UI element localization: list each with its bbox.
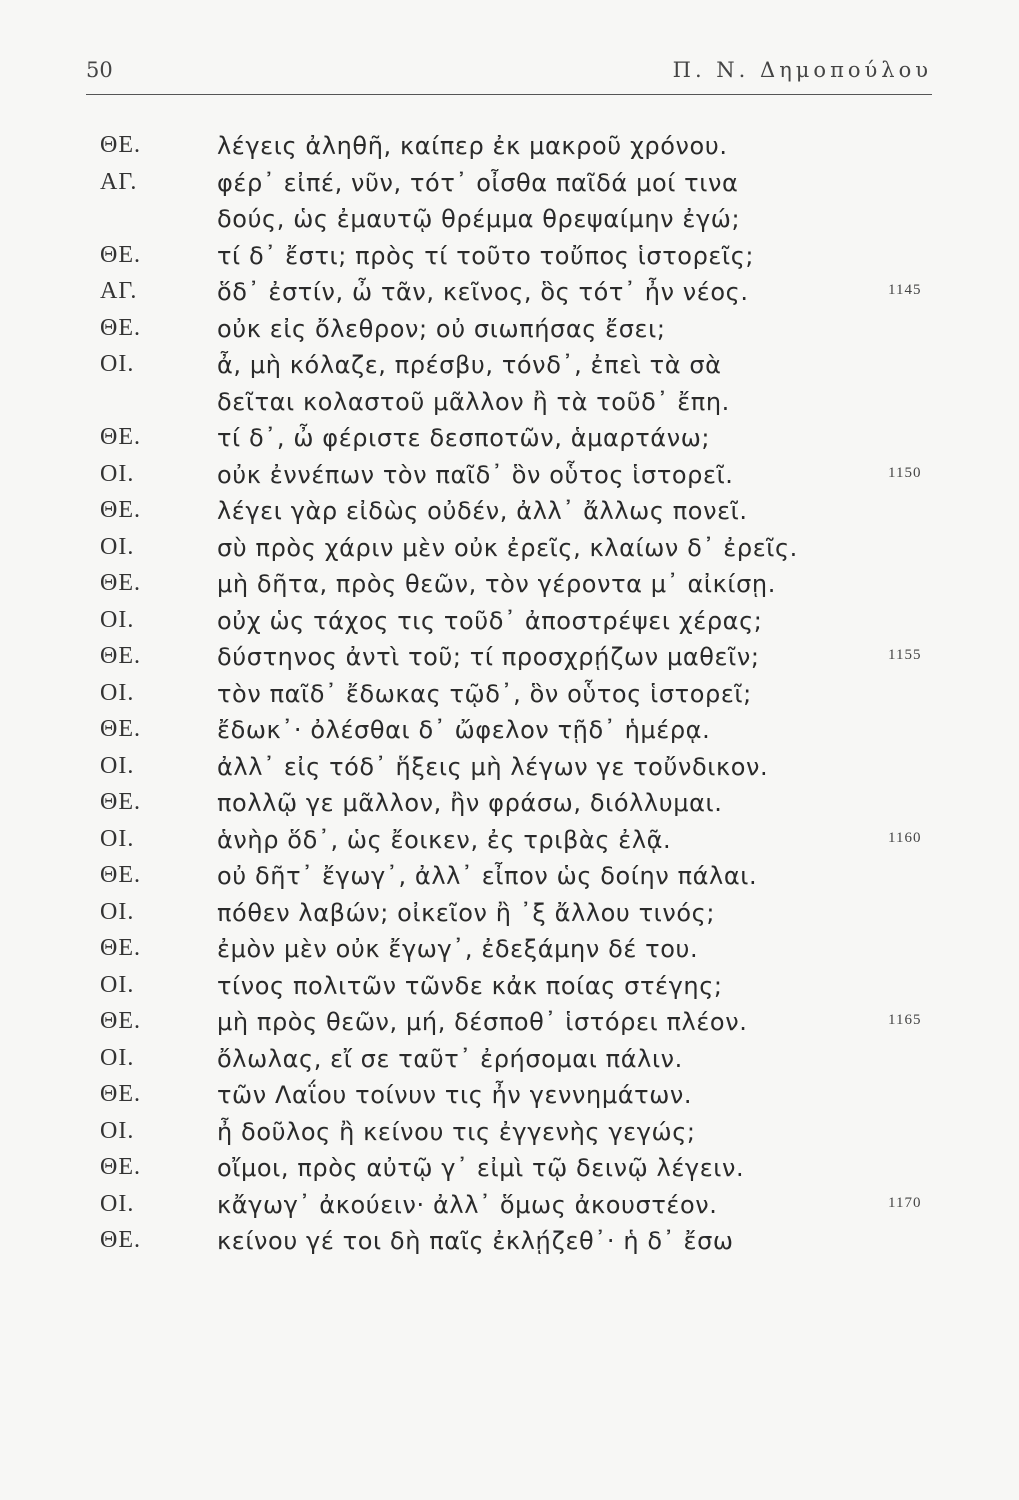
verse-text: ἁνὴρ ὅδ᾽, ὡς ἔοικεν, ἐς τριβὰς ἐλᾷ. <box>217 825 672 854</box>
speaker-label: ΘΕ. <box>100 1227 141 1253</box>
verse-text: ὄλωλας, εἴ σε ταῦτ᾽ ἐρήσομαι πάλιν. <box>217 1044 683 1073</box>
speaker-label: ΘΕ. <box>100 935 141 961</box>
verse-line <box>100 1081 940 1118</box>
speaker-label: ΘΕ. <box>100 424 141 450</box>
running-head: Π. Ν. Δημοπούλου <box>672 58 932 82</box>
verse-text: τὸν παῖδ᾽ ἔδωκας τῷδ᾽, ὃν οὗτος ἱστορεῖ; <box>217 679 752 708</box>
speaker-label: ΘΕ. <box>100 241 141 268</box>
speaker-label: ΟΙ. <box>100 1044 135 1071</box>
speaker-label: ΟΙ. <box>100 1190 135 1217</box>
line-number: 1150 <box>888 464 922 481</box>
verse-line <box>100 899 940 936</box>
speaker-label: ΘΕ. <box>100 862 141 888</box>
verse-line <box>100 497 940 534</box>
verse-text: ἐμὸν μὲν οὐκ ἔγωγ᾽, ἐδεξάμην δέ του. <box>217 935 699 963</box>
verse-line <box>100 278 940 315</box>
verse-text: οὐκ εἰς ὄλεθρον; οὐ σιωπήσας ἔσει; <box>217 314 666 343</box>
verse-text: τῶν Λαΐου τοίνυν τις ἦν γεννημάτων. <box>217 1081 693 1109</box>
verse-text: οὐ δῆτ᾽ ἔγωγ᾽, ἀλλ᾽ εἶπον ὡς δοίην πάλαι. <box>217 862 758 890</box>
verse-line <box>100 169 940 206</box>
line-number: 1160 <box>888 829 922 846</box>
verse-line <box>100 789 940 826</box>
speaker-label: ΟΙ. <box>100 898 135 925</box>
verse-text: ἆ, μὴ κόλαζε, πρέσβυ, τόνδ᾽, ἐπεὶ τὰ σὰ <box>217 351 722 379</box>
verse-line <box>100 351 940 388</box>
verse-text: τίνος πολιτῶν τῶνδε κἀκ ποίας στέγης; <box>217 971 723 1000</box>
speaker-label: ΘΕ. <box>100 314 141 341</box>
verse-line <box>100 242 940 279</box>
verse-line <box>100 1227 940 1264</box>
verse-text: πολλῷ γε μᾶλλον, ἢν φράσω, διόλλυμαι. <box>217 789 723 817</box>
verse-line <box>100 716 940 753</box>
verse-text: σὺ πρὸς χάριν μὲν οὐκ ἐρεῖς, κλαίων δ᾽ ἐρεῖς. <box>217 533 798 562</box>
verse-line <box>100 1118 940 1155</box>
verse-text: δύστηνος ἀντὶ τοῦ; τί προσχρῄζων μαθεῖν; <box>217 643 760 671</box>
verse-text: δούς, ὡς ἐμαυτῷ θρέμμα θρεψαίμην ἐγώ; <box>217 205 741 233</box>
verse-line <box>100 680 940 717</box>
verse-text: μὴ δῆτα, πρὸς θεῶν, τὸν γέροντα μ᾽ αἰκίσῃ. <box>217 570 776 598</box>
verse-line <box>100 388 940 425</box>
verse-line <box>100 753 940 790</box>
speaker-label: ΑΓ. <box>100 168 138 195</box>
verse-text: ἀλλ᾽ εἰς τόδ᾽ ἥξεις μὴ λέγων γε τοὔνδικον. <box>217 752 769 781</box>
verse-line <box>100 862 940 899</box>
speaker-label: ΘΕ. <box>100 789 141 815</box>
speaker-label: ΟΙ. <box>100 679 135 706</box>
verse-line <box>100 826 940 863</box>
verse-text: κἄγωγ᾽ ἀκούειν· ἀλλ᾽ ὅμως ἀκουστέον. <box>217 1190 718 1219</box>
verse-line <box>100 205 940 242</box>
verse-text: οἴμοι, πρὸς αὐτῷ γ᾽ εἰμὶ τῷ δεινῷ λέγειν. <box>217 1154 745 1182</box>
verse-text: ὅδ᾽ ἐστίν, ὦ τᾶν, κεῖνος, ὃς τότ᾽ ἦν νέος. <box>217 278 749 306</box>
speaker-label: ΟΙ. <box>100 351 135 377</box>
verse-text: τί δ᾽ ἔστι; πρὸς τί τοῦτο τοὔπος ἱστορεῖς; <box>217 241 755 270</box>
verse-line <box>100 643 940 680</box>
speaker-label: ΟΙ. <box>100 825 135 852</box>
verse-line <box>100 1008 940 1045</box>
speaker-label: ΘΕ. <box>100 716 141 742</box>
verse-text: πόθεν λαβών; οἰκεῖον ἢ ᾽ξ ἄλλου τινός; <box>217 898 716 927</box>
verse-line <box>100 607 940 644</box>
verse-text: οὐχ ὡς τάχος τις τοῦδ᾽ ἀποστρέψει χέρας; <box>217 606 763 635</box>
speaker-label: ΘΕ. <box>100 570 141 596</box>
speaker-label: ΟΙ. <box>100 533 135 560</box>
verse-text: οὐκ ἐννέπων τὸν παῖδ᾽ ὃν οὗτος ἱστορεῖ. <box>217 460 734 489</box>
page-header <box>86 58 932 92</box>
verse-line <box>100 132 940 169</box>
verse-line <box>100 1154 940 1191</box>
verse-line <box>100 1191 940 1228</box>
speaker-label: ΟΙ. <box>100 460 135 487</box>
verse-line <box>100 315 940 352</box>
speaker-label: ΘΕ. <box>100 1081 141 1107</box>
speaker-label: ΘΕ. <box>100 1154 141 1180</box>
verse-line <box>100 570 940 607</box>
verse-line <box>100 534 940 571</box>
verse-line <box>100 461 940 498</box>
verse-text: δεῖται κολαστοῦ μᾶλλον ἢ τὰ τοῦδ᾽ ἔπη. <box>217 387 730 416</box>
line-number: 1145 <box>888 282 922 298</box>
verse-text: μὴ πρὸς θεῶν, μή, δέσποθ᾽ ἱστόρει πλέον. <box>217 1008 748 1036</box>
verse-line <box>100 1045 940 1082</box>
speaker-label: ΘΕ. <box>100 497 141 523</box>
page-number: 50 <box>86 58 113 82</box>
speaker-label: ΟΙ. <box>100 971 135 998</box>
verse-text: κείνου γέ τοι δὴ παῖς ἐκλῄζεθ᾽· ἡ δ᾽ ἔσω <box>217 1227 734 1255</box>
verse-block <box>100 132 940 1264</box>
speaker-label: ΘΕ. <box>100 132 141 158</box>
verse-text: ἔδωκ᾽· ὀλέσθαι δ᾽ ὤφελον τῇδ᾽ ἡμέρᾳ. <box>217 716 711 744</box>
speaker-label: ΟΙ. <box>100 1117 135 1144</box>
verse-text: λέγει γὰρ εἰδὼς οὐδέν, ἀλλ᾽ ἄλλως πονεῖ. <box>217 497 748 525</box>
verse-line <box>100 935 940 972</box>
line-number: 1165 <box>888 1012 922 1028</box>
verse-text: τί δ᾽, ὦ φέριστε δεσποτῶν, ἁμαρτάνω; <box>217 424 711 452</box>
verse-text: φέρ᾽ εἰπέ, νῦν, τότ᾽ οἶσθα παῖδά μοί τινα <box>217 168 739 197</box>
verse-line <box>100 972 940 1009</box>
speaker-label: ΘΕ. <box>100 1008 141 1034</box>
line-number: 1155 <box>888 647 922 663</box>
speaker-label: ΘΕ. <box>100 643 141 669</box>
verse-text: ἦ δοῦλος ἢ κείνου τις ἐγγενὴς γεγώς; <box>217 1117 696 1146</box>
speaker-label: ΟΙ. <box>100 606 135 633</box>
verse-line <box>100 424 940 461</box>
header-rule <box>86 94 932 95</box>
speaker-label: ΑΓ. <box>100 278 138 304</box>
line-number: 1170 <box>888 1194 922 1211</box>
speaker-label: ΟΙ. <box>100 752 135 779</box>
verse-text: λέγεις ἀληθῆ, καίπερ ἐκ μακροῦ χρόνου. <box>217 132 728 160</box>
